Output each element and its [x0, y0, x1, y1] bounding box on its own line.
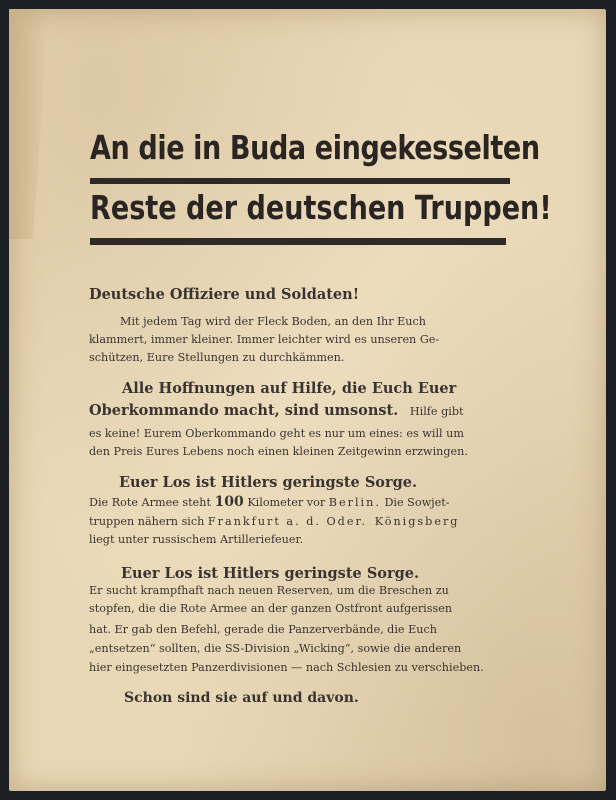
p3-line-3: liegt unter russischem Artilleriefeuer.	[89, 533, 304, 546]
p2-line-3: es keine! Eurem Oberkommando geht es nur um eines: es will um	[89, 427, 464, 440]
p4-line-1: Er sucht krampfhaft nach neuen Reserven, um die Breschen zu	[89, 584, 449, 597]
p3-l1b: Kilometer vor	[247, 496, 326, 509]
headline-rule-top	[90, 178, 510, 184]
p3-l1-city: Berlin.	[328, 496, 381, 509]
p2-line-4: den Preis Eures Lebens noch einen kleinen Zeitgewinn erzwingen.	[89, 445, 468, 458]
p2-lead-1: Alle Hoffnungen auf Hilfe, die Euch Euer	[122, 380, 457, 397]
p3-l1c: Die Sowjet-	[384, 496, 450, 509]
p3-heading: Euer Los ist Hitlers geringste Sorge.	[119, 474, 418, 491]
p3-line-2	[89, 513, 459, 531]
p3-line-1	[89, 494, 450, 512]
p4-line-5: hier eingesetzten Panzerdivisionen — nach Schlesien zu verschieben.	[89, 661, 484, 674]
p4-line-2: stopfen, die die Rote Armee an der ganzen Ostfront aufgerissen	[89, 602, 453, 615]
p3-l1a: Die Rote Armee steht	[89, 496, 211, 509]
p3-l2-city-1: Frankfurt a. d. Oder.	[207, 515, 368, 528]
greeting: Deutsche Offiziere und Soldaten!	[89, 286, 360, 303]
closing-line: Schon sind sie auf und davon.	[124, 690, 359, 706]
p4-line-3: hat. Er gab den Befehl, gerade die Panzerverbände, die Euch	[89, 623, 437, 636]
headline-rule-bottom	[90, 238, 506, 245]
p2-lead-2: Oberkommando macht, sind umsonst.	[89, 402, 399, 419]
p2-tail-2: Hilfe gibt	[409, 405, 464, 418]
p4-heading: Euer Los ist Hitlers geringste Sorge.	[121, 565, 420, 582]
p1-line-2: klammert, immer kleiner. Immer leichter wird es unseren Ge-	[89, 333, 440, 346]
headline-text-1: An die in Buda eingekesselten	[90, 128, 540, 167]
p4-line-4: „entsetzen“ sollten, die SS-Division „Wicking“, sowie die anderen	[89, 642, 462, 655]
p1-line-3: schützen, Eure Stellungen zu durchkämmen.	[89, 351, 345, 364]
p3-l1-number: 100	[214, 494, 244, 510]
headline-text-2: Reste der deutschen Truppen!	[90, 188, 552, 227]
p2-line-2	[89, 402, 464, 421]
p3-l2-city-2: Königsberg	[374, 515, 460, 528]
p1-line-1: Mit jedem Tag wird der Fleck Boden, an den Ihr Euch	[120, 315, 426, 328]
p3-l2a: truppen nähern sich	[89, 515, 205, 528]
